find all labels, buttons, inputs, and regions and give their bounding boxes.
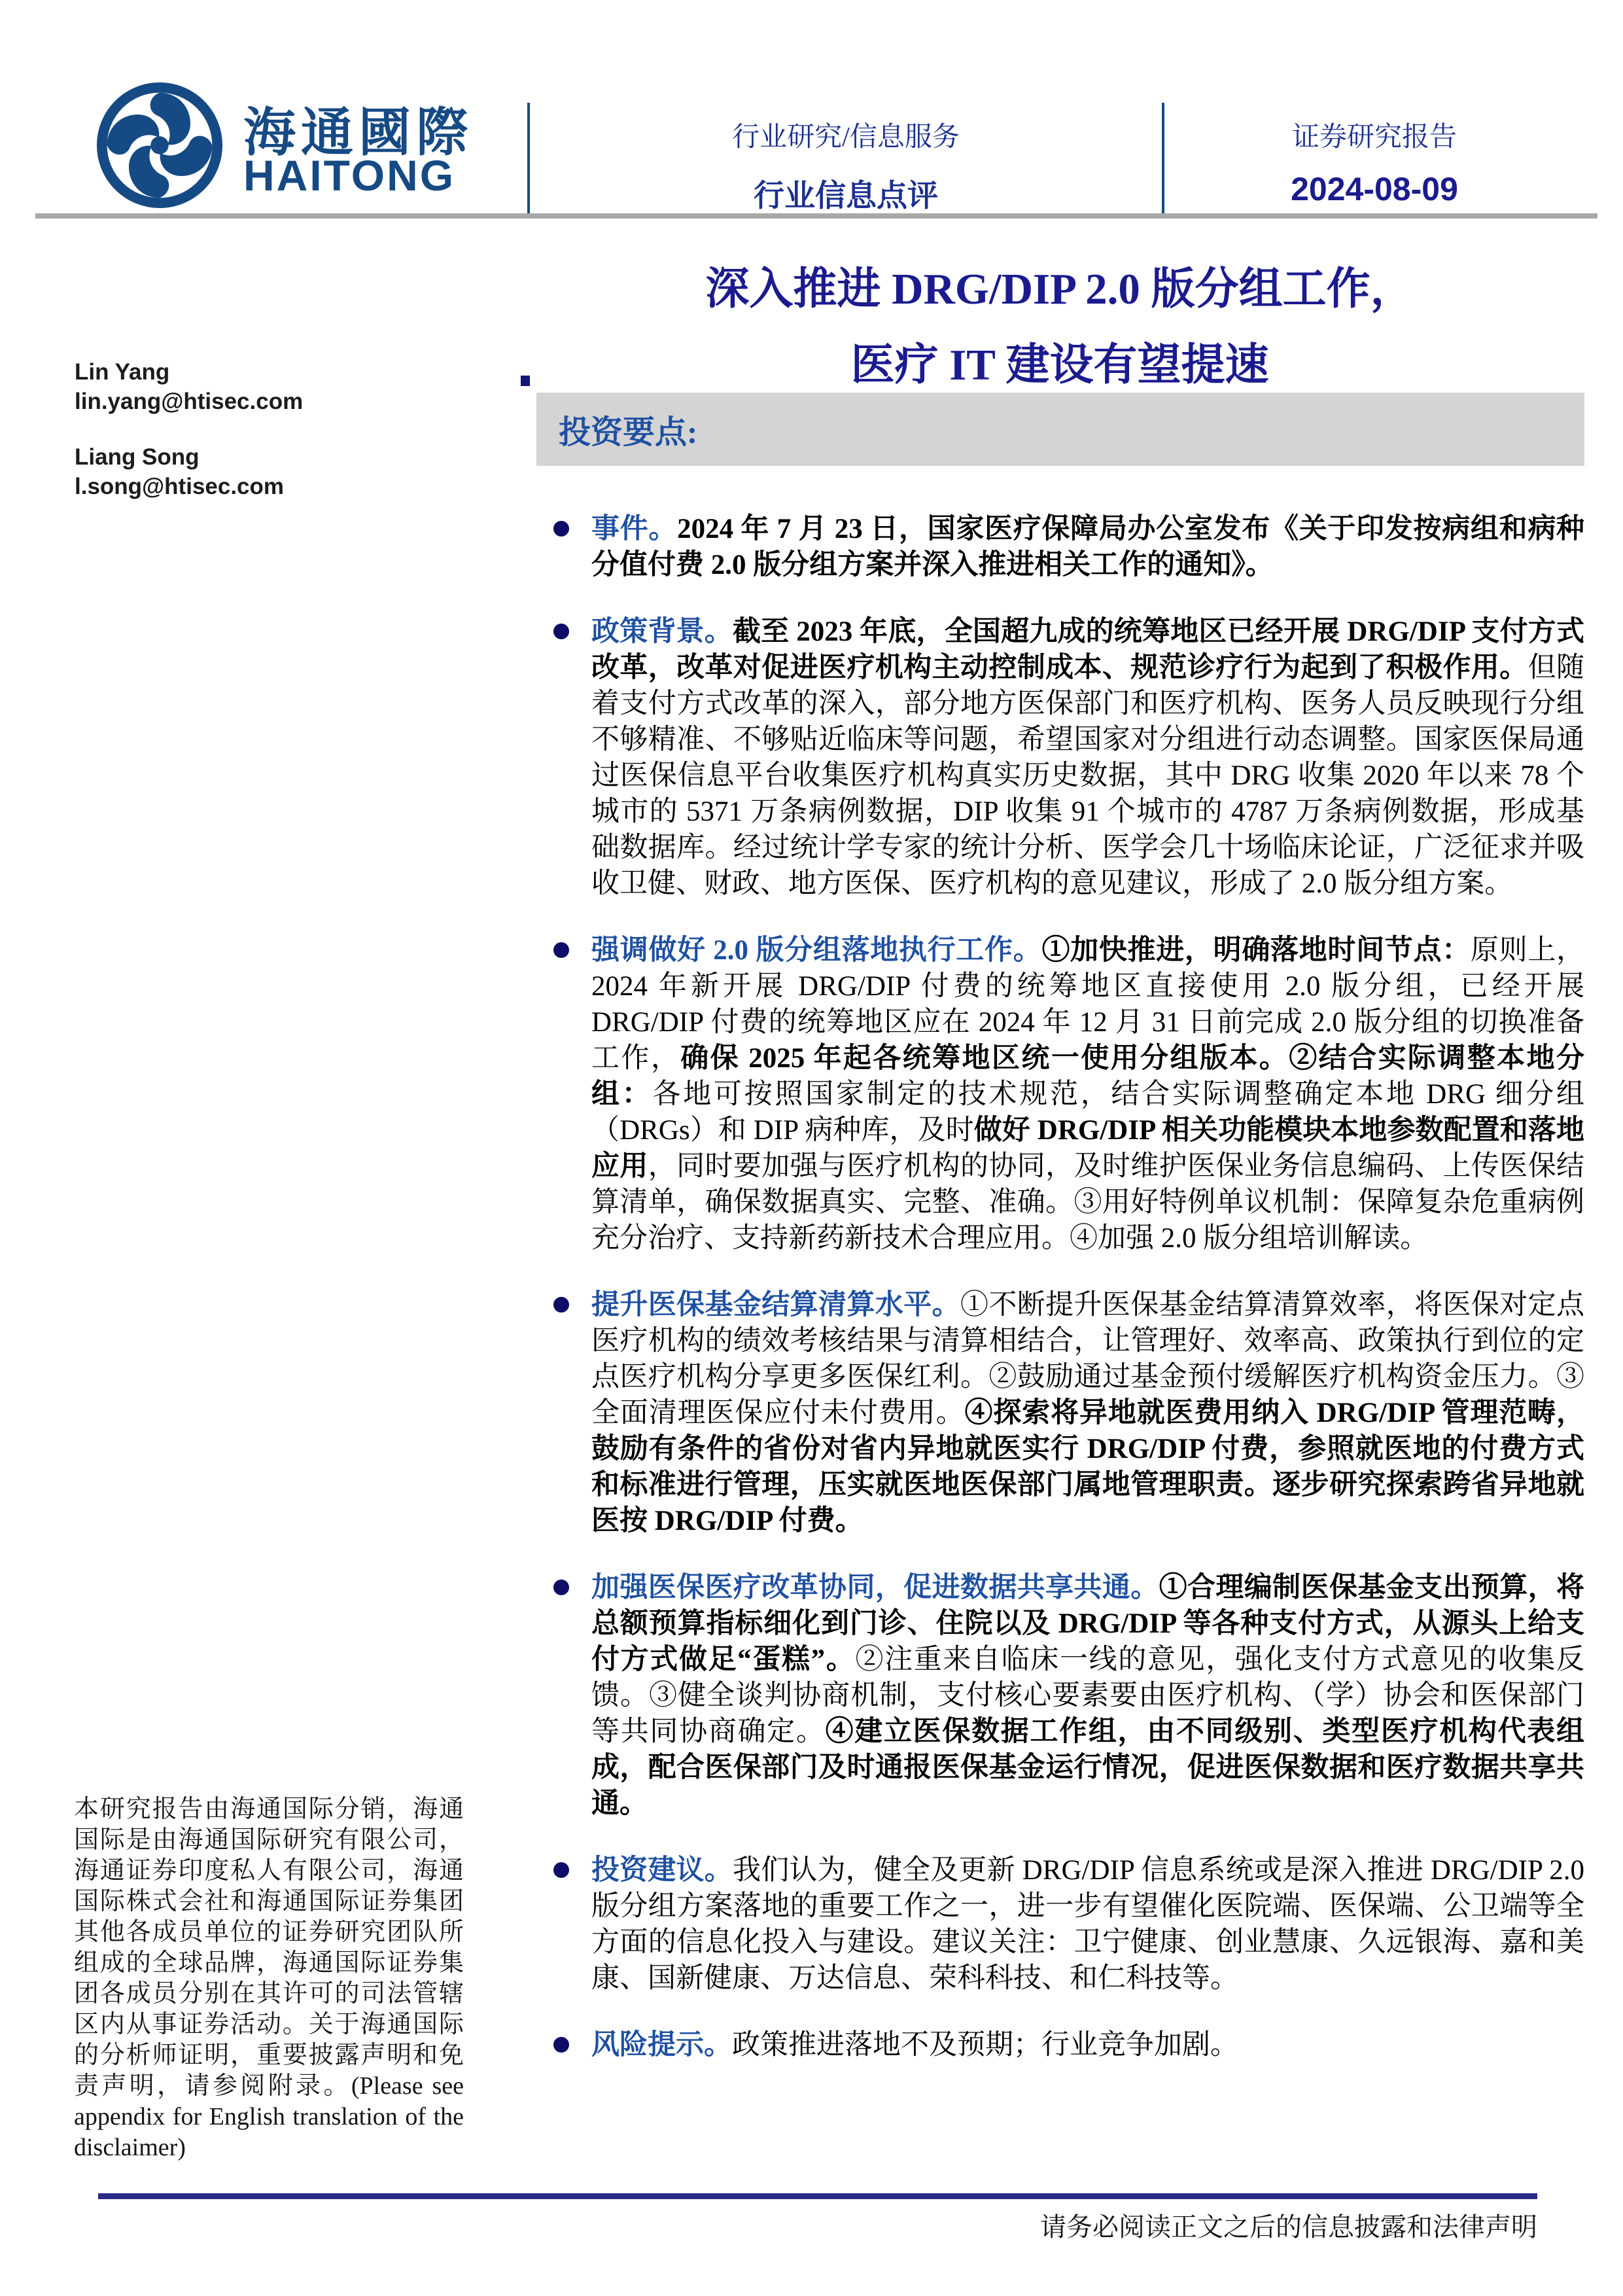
bullet-text: 我们认为，健全及更新 DRG/DIP 信息系统或是深入推进 DRG/DIP 2.0 版分组方案落地的重要工作之一，进一步有望催化医院端、医保端、公卫端等全方面的信息化投入与建设。建议关注：卫宁健康、创业慧康、久远银海、嘉和美康、国新健康、万达信息、荣科科技、和仁科技等。	[591, 1855, 1584, 1994]
bullet-dot-icon	[553, 1580, 569, 1595]
bullet-lead: 提升医保基金结算清算水平。	[591, 1290, 960, 1320]
bullet-text: ④建立医保数据工作组，由不同级别、类型医疗机构代表组成，配合医保部门及时通报医保基金运行情况，促进医保数据和医疗数据共享共通。	[591, 1716, 1585, 1819]
bullet-item	[536, 511, 1584, 583]
investment-highlights	[536, 511, 1584, 2094]
industry-category: 行业研究/信息服务	[732, 122, 960, 152]
bullet-item	[536, 2027, 1584, 2063]
bullet-text: 确保 2025 年起各统筹地区统一使用分组版本。	[680, 1043, 1289, 1074]
section-header-bar	[536, 393, 1584, 466]
bullet-lead: 事件。	[591, 514, 678, 544]
header-rule	[35, 213, 1597, 219]
section-header-label: 投资要点:	[559, 414, 698, 450]
bullet-text: ②结合实际调整本地分组：	[591, 1043, 1584, 1110]
page-title	[536, 251, 1583, 403]
bullet-dot-icon	[553, 942, 569, 958]
bullet-text: ①不断提升医保基金结算清算效率，将医保对定点医疗机构的绩效考核结果与清算相结合，让管理好、效率高、政策执行到位的定点医疗机构分享更多医保红利。②鼓励通过基金预付缓解医疗机构资金压力。③全面清理医保应付未付费用。	[591, 1290, 1585, 1428]
bullet-item	[536, 614, 1584, 902]
bullet-text: 截至 2023 年底，全国超九成的统筹地区已经开展 DRG/DIP 支付方式改革，改革对促进医疗机构主动控制成本、规范诊疗行为起到了积极作用。	[591, 616, 1584, 683]
bullet-lead: 投资建议。	[591, 1855, 733, 1886]
page-title-line2: 医疗 IT 建设有望提速	[850, 341, 1269, 389]
bullet-item	[536, 1570, 1584, 1822]
section-marker-square	[521, 376, 530, 386]
bullet-text: ④探索将异地就医费用纳入 DRG/DIP 管理范畴，鼓励有条件的省份对省内异地就医实行 DRG/DIP 付费，参照就医地的付费方式和标准进行管理，压实就医地医保部门属地管理职责。逐步研究探索跨省异地就医按 DRG/DIP 付费。	[591, 1398, 1585, 1536]
bullet-text: 各地可按照国家制定的技术规范，结合实际调整确定本地 DRG 细分组（DRGs）和 DIP 病种库，及时	[591, 1079, 1584, 1146]
bullet-dot-icon	[553, 2037, 569, 2053]
bullet-dot-icon	[553, 1297, 569, 1313]
footer-rule	[98, 2193, 1537, 2199]
report-label: 证券研究报告	[1291, 122, 1457, 152]
report-type: 行业信息点评	[754, 179, 938, 213]
bullet-item	[536, 932, 1584, 1256]
bullet-text: ①合理编制医保基金支出预算，将总额预算指标细化到门诊、住院以及 DRG/DIP 等各种支付方式，从源头上给支付方式做足“蛋糕”。	[591, 1572, 1585, 1675]
analyst	[75, 357, 493, 416]
bullet-text: 政策推进落地不及预期；行业竞争加剧。	[732, 2030, 1238, 2060]
bullet-text: 原则上，2024 年新开展 DRG/DIP 付费的统筹地区直接使用 2.0 版分组，已经开展 DRG/DIP 付费的统筹地区应在 2024 年 12 月 31 日前完成 2.0 版分组的切换准备工作，	[591, 935, 1585, 1074]
bullet-item	[536, 1287, 1584, 1539]
haitong-logo-emblem	[96, 81, 224, 209]
brand-name-cn: 海通國際	[243, 103, 474, 162]
brand-name-en: HAITONG	[243, 151, 456, 200]
bullet-lead: 加强医保医疗改革协同，促进数据共享共通。	[591, 1572, 1159, 1603]
distribution-disclaimer: 本研究报告由海通国际分销，海通国际是由海通国际研究有限公司，海通证券印度私人有限公司，海通国际株式会社和海通国际证券集团其他各成员单位的证券研究团队所组成的全球品牌，海通国际证券集团各成员分别在其许可的司法管辖区内从事证券活动。关于海通国际的分析师证明，重要披露声明和免责声明，请参阅附录。(Please see appendix for English translation of the disclaimer)	[74, 1795, 464, 2161]
bullet-text: ，同时要加强与医疗机构的协同，及时维护医保业务信息编码、上传医保结算清单，确保数据真实、完整、准确。③用好特例单议机制：保障复杂危重病例充分治疗、支持新药新技术合理应用。④加强 2.0 版分组培训解读。	[591, 1151, 1585, 1254]
header-center	[530, 115, 1162, 215]
bullet-lead: 风险提示。	[591, 2030, 732, 2060]
analyst-name: Lin Yang	[75, 359, 170, 385]
bullet-text: 做好 DRG/DIP 相关功能模块本地参数配置和落地应用	[591, 1115, 1584, 1182]
bullet-dot-icon	[553, 624, 569, 639]
bullet-text: ②注重来自临床一线的意见，强化支付方式意见的收集反馈。③健全谈判协商机制，支付核心要素要由医疗机构、（学）协会和医保部门等共同协商确定。	[591, 1644, 1585, 1747]
report-date: 2024-08-09	[1291, 171, 1458, 207]
bullet-item	[536, 1852, 1584, 1996]
analyst-name: Liang Song	[75, 444, 200, 470]
bullet-dot-icon	[553, 521, 569, 537]
analyst	[75, 442, 493, 501]
page-title-line1: 深入推进 DRG/DIP 2.0 版分组工作，	[705, 265, 1414, 313]
analyst-email: l.song@htisec.com	[75, 474, 285, 499]
bullet-text: ①加快推进，明确落地时间节点：	[1041, 935, 1471, 966]
bullet-text: 2024 年 7 月 23 日，国家医疗保障局办公室发布《关于印发按病组和病种分值付费 2.0 版分组方案并深入推进相关工作的通知》。	[591, 514, 1585, 580]
header-right	[1164, 115, 1584, 208]
analyst-email: lin.yang@htisec.com	[75, 389, 304, 414]
footer-note: 请务必阅读正文之后的信息披露和法律声明	[1040, 2212, 1537, 2242]
bullet-lead: 强调做好 2.0 版分组落地执行工作。	[591, 935, 1042, 966]
bullet-text: 但随着支付方式改革的深入，部分地方医保部门和医疗机构、医务人员反映现行分组不够精准、不够贴近临床等问题，希望国家对分组进行动态调整。国家医保局通过医保信息平台收集医疗机构真实历史数据，其中 DRG 收集 2020 年以来 78 个城市的 5371 万条病例数据，DIP 收集 91 个城市的 4787 万条病例数据，形成基础数据库。经过统计学专家的统计分析、医学会几十场临床论证，广泛征求并吸收卫健、财政、地方医保、医疗机构的意见建议，形成了 2.0 版分组方案。	[591, 652, 1585, 899]
bullet-dot-icon	[553, 1862, 569, 1878]
analyst-list	[75, 357, 493, 527]
bullet-lead: 政策背景。	[591, 616, 733, 647]
